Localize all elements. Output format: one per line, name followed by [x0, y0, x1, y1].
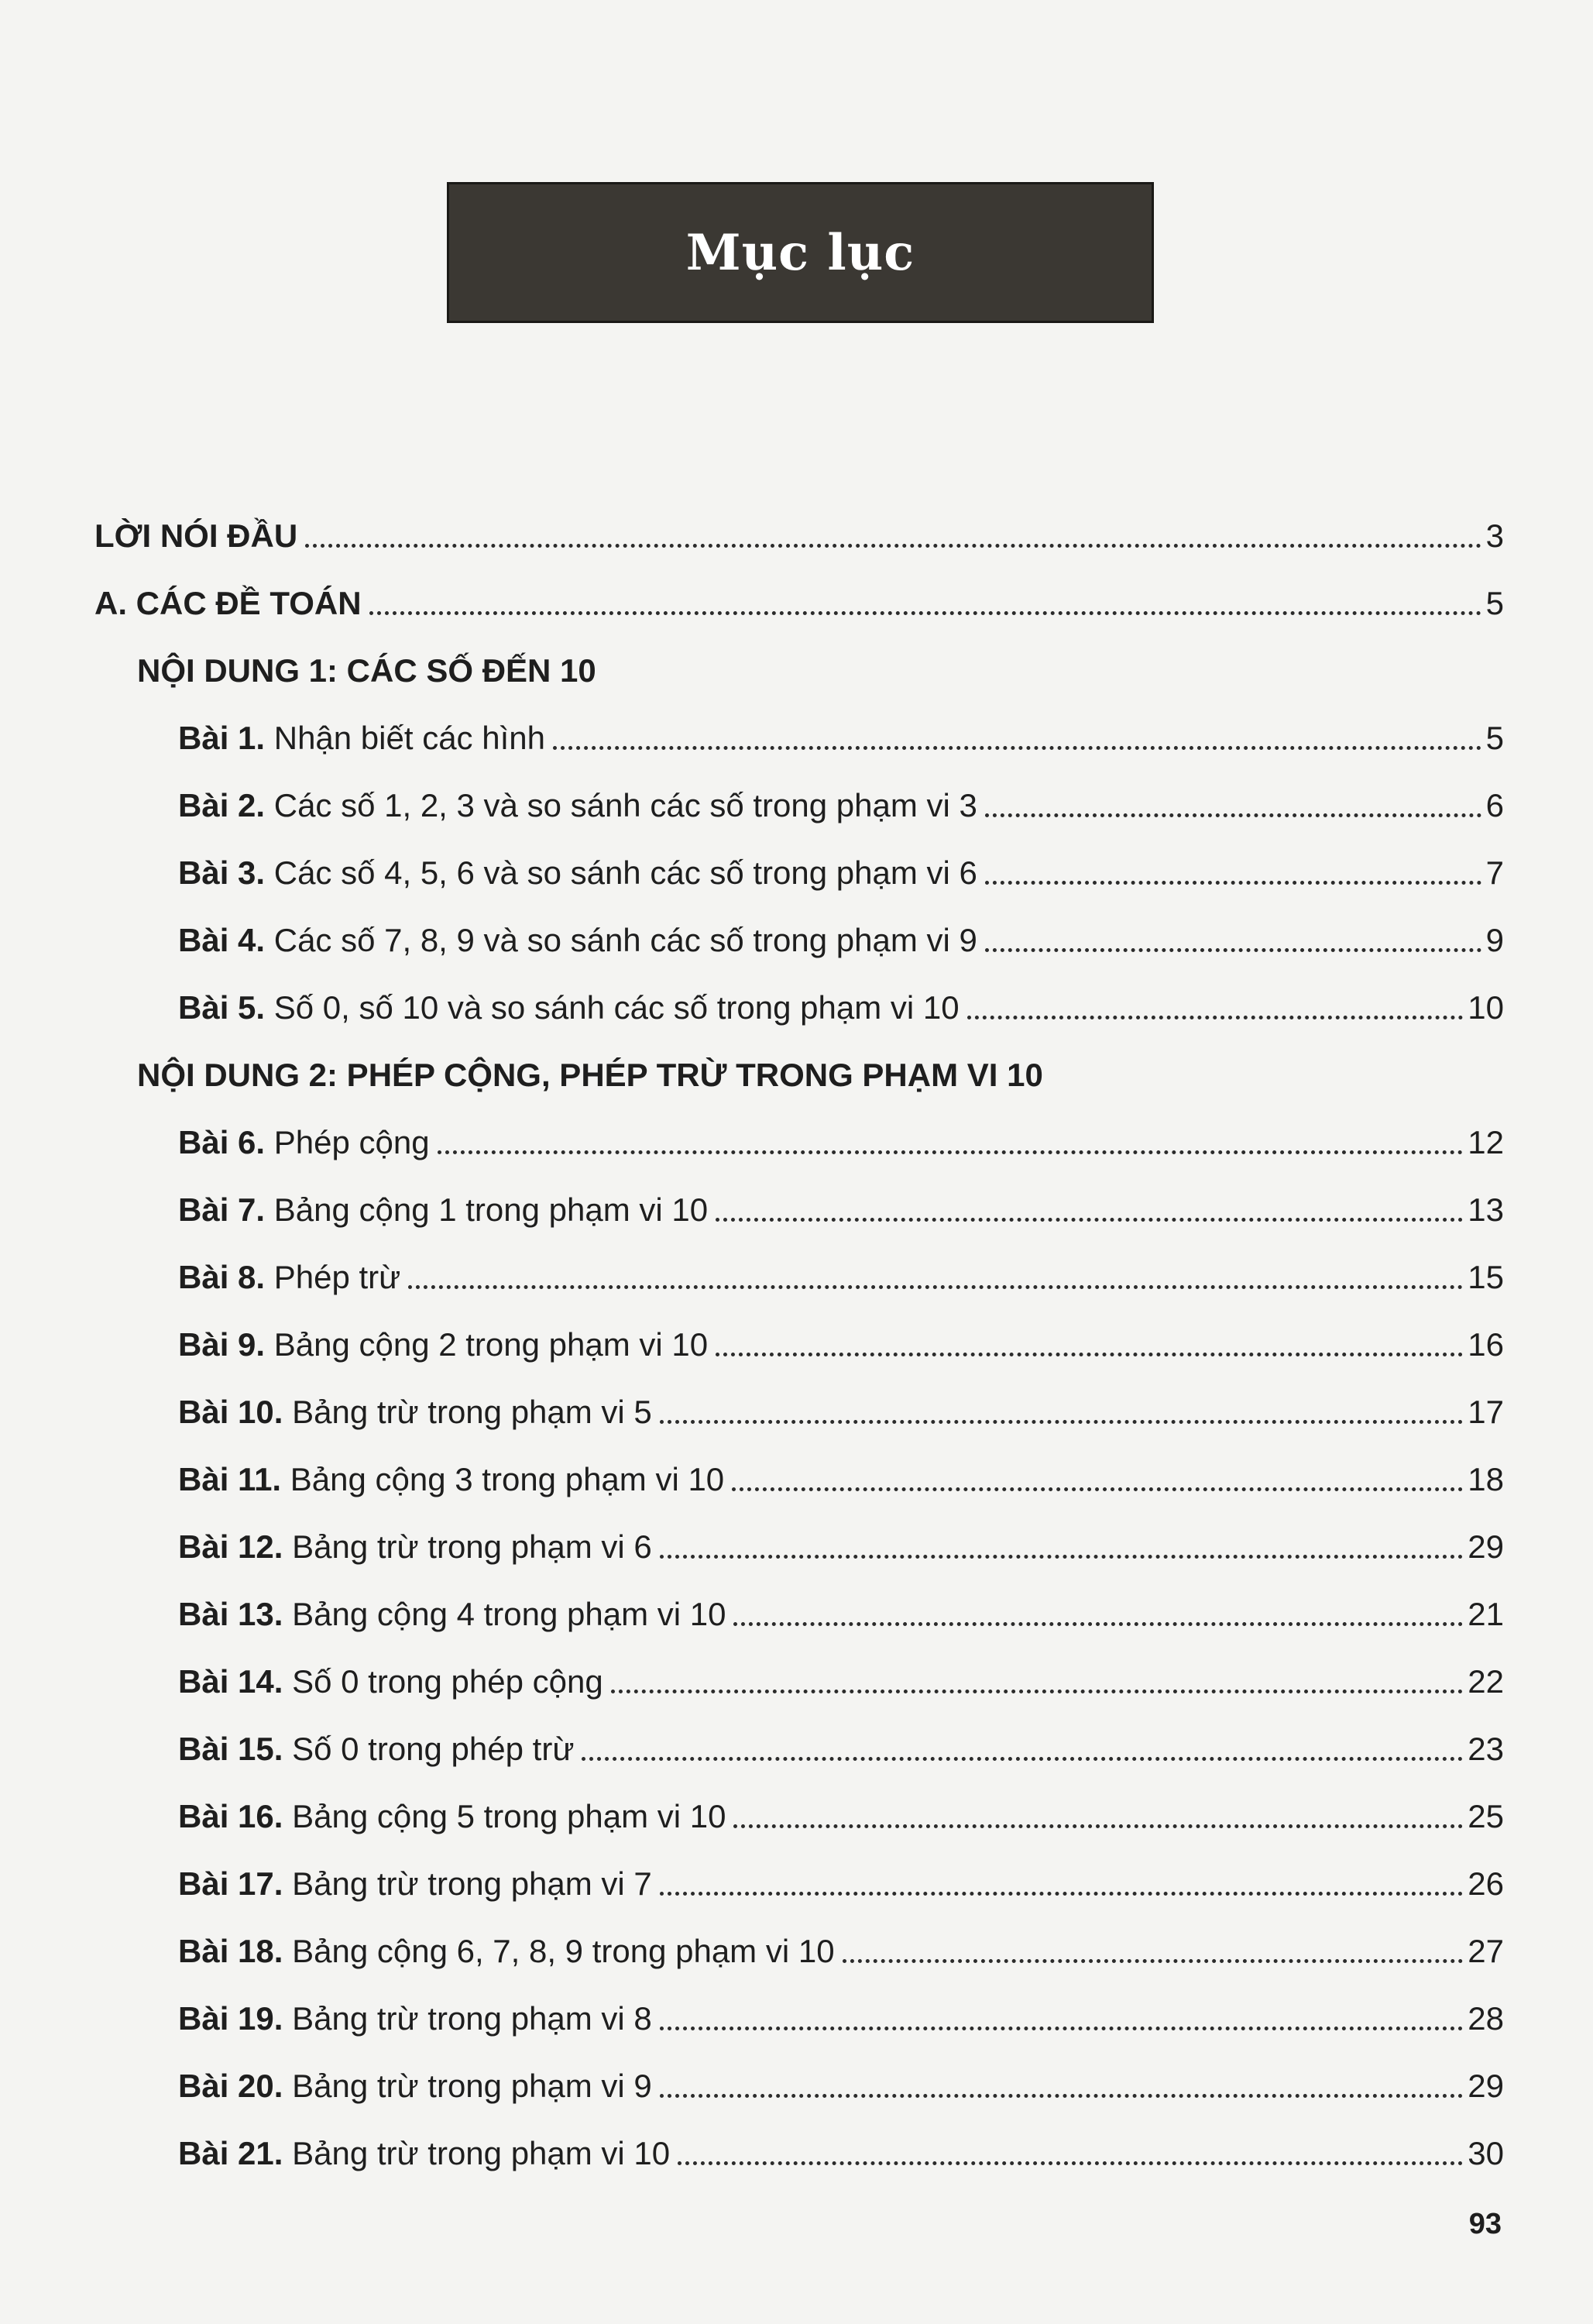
lesson-title: Phép cộng — [265, 1124, 430, 1160]
toc-lesson-entry[interactable] — [94, 1978, 1504, 2046]
toc-entry-label — [178, 1191, 709, 1228]
lesson-title: Bảng trừ trong phạm vi 5 — [283, 1394, 652, 1430]
lesson-title: Số 0 trong phép cộng — [283, 1663, 603, 1700]
toc-chapter-entry[interactable] — [94, 496, 1504, 563]
title-banner — [447, 182, 1154, 323]
lesson-number: Bài 10. — [178, 1394, 283, 1430]
dot-leader — [733, 1622, 1463, 1626]
toc-page-number: 28 — [1468, 2000, 1504, 2037]
toc-lesson-entry[interactable] — [94, 2113, 1504, 2181]
toc-entry-label — [178, 1733, 574, 1765]
dot-leader — [582, 1757, 1463, 1761]
toc-lesson-entry[interactable] — [94, 2046, 1504, 2113]
toc-entry-label — [178, 854, 977, 891]
lesson-title: Số 0, số 10 và so sánh các số trong phạm vi 10 — [265, 989, 960, 1026]
toc-page-number: 9 — [1485, 922, 1504, 958]
toc-page-number: 23 — [1468, 1731, 1504, 1767]
lesson-title: Bảng cộng 5 trong phạm vi 10 — [283, 1798, 726, 1834]
dot-leader — [843, 1959, 1464, 1963]
lesson-number: Bài 15. — [178, 1731, 283, 1767]
toc-lesson-entry[interactable] — [94, 1911, 1504, 1978]
toc-lesson-entry[interactable] — [94, 1439, 1504, 1507]
toc-page-number: 13 — [1468, 1191, 1504, 1228]
toc-lesson-entry[interactable] — [94, 1507, 1504, 1574]
lesson-number: Bài 12. — [178, 1528, 283, 1565]
toc-page-number: 5 — [1485, 585, 1504, 621]
toc-page-number: 22 — [1468, 1663, 1504, 1700]
lesson-number: Bài 11. — [178, 1461, 282, 1497]
toc-page-number: 17 — [1468, 1394, 1504, 1430]
lesson-title: Bảng trừ trong phạm vi 8 — [283, 2000, 652, 2037]
lesson-title: Phép trừ — [265, 1259, 401, 1295]
toc-lesson-entry[interactable] — [94, 1305, 1504, 1372]
toc-entry-label: NỘI DUNG 2: PHÉP CỘNG, PHÉP TRỪ TRONG PHẠM VI 10 — [137, 1057, 1043, 1093]
dot-leader — [305, 544, 1481, 548]
toc-entry-label — [178, 1463, 724, 1496]
lesson-title: Bảng cộng 6, 7, 8, 9 trong phạm vi 10 — [283, 1933, 835, 1969]
toc-chapter-entry[interactable] — [94, 563, 1504, 631]
lesson-number: Bài 18. — [178, 1933, 283, 1969]
lesson-title: Bảng cộng 4 trong phạm vi 10 — [283, 1596, 726, 1632]
dot-leader — [733, 1824, 1463, 1828]
toc-lesson-entry[interactable] — [94, 833, 1504, 900]
toc-lesson-entry[interactable] — [94, 765, 1504, 833]
lesson-title: Bảng trừ trong phạm vi 6 — [283, 1528, 652, 1565]
page-title: Mục lục — [685, 223, 915, 282]
toc-lesson-entry[interactable] — [94, 1102, 1504, 1170]
lesson-title: Bảng trừ trong phạm vi 7 — [283, 1865, 652, 1902]
toc-page-number: 10 — [1468, 989, 1504, 1026]
toc-page-number: 7 — [1485, 854, 1504, 891]
dot-leader — [678, 2161, 1463, 2165]
lesson-number: Bài 16. — [178, 1798, 283, 1834]
lesson-number: Bài 6. — [178, 1124, 266, 1160]
toc-entry-label — [178, 2070, 652, 2102]
toc-entry-label — [178, 1326, 709, 1363]
toc-page-number: 5 — [1485, 720, 1504, 756]
toc-entry-label — [178, 1598, 726, 1631]
toc-page-number: 30 — [1468, 2135, 1504, 2171]
toc-lesson-entry[interactable] — [94, 1776, 1504, 1844]
lesson-number: Bài 7. — [178, 1191, 266, 1228]
toc-entry-label — [178, 1396, 652, 1428]
toc-page-number: 16 — [1468, 1326, 1504, 1363]
lesson-number: Bài 17. — [178, 1865, 283, 1902]
lesson-title: Bảng cộng 3 trong phạm vi 10 — [281, 1461, 725, 1497]
lesson-title: Số 0 trong phép trừ — [283, 1731, 575, 1767]
toc-entry-label — [178, 2000, 652, 2037]
toc-page-number: 29 — [1468, 1528, 1504, 1565]
lesson-number: Bài 5. — [178, 989, 266, 1026]
toc-entry-label — [178, 1528, 652, 1565]
dot-leader — [438, 1150, 1464, 1154]
dot-leader — [716, 1353, 1463, 1356]
lesson-number: Bài 2. — [178, 787, 266, 823]
dot-leader — [611, 1690, 1464, 1693]
dot-leader — [660, 2027, 1464, 2030]
toc-entry-label — [178, 924, 977, 957]
dot-leader — [732, 1487, 1463, 1491]
toc-entry-label — [178, 1800, 726, 1833]
dot-leader — [985, 813, 1481, 817]
toc-entry-label — [178, 2137, 670, 2170]
dot-leader — [660, 2094, 1464, 2098]
toc-lesson-entry[interactable] — [94, 1237, 1504, 1305]
lesson-number: Bài 1. — [178, 720, 266, 756]
lesson-number: Bài 9. — [178, 1326, 266, 1363]
lesson-number: Bài 3. — [178, 854, 266, 891]
lesson-number: Bài 4. — [178, 922, 266, 958]
dot-leader — [660, 1420, 1464, 1424]
toc-page-number: 29 — [1468, 2068, 1504, 2104]
dot-leader — [967, 1016, 1464, 1019]
lesson-title: Nhận biết các hình — [265, 720, 545, 756]
toc-section-heading[interactable] — [94, 631, 1504, 698]
toc-entry-label — [178, 989, 960, 1026]
toc-page-number: 25 — [1468, 1798, 1504, 1834]
toc-page-number: 3 — [1485, 517, 1504, 554]
lesson-number: Bài 13. — [178, 1596, 283, 1632]
toc-page-number: 15 — [1468, 1259, 1504, 1295]
lesson-title: Các số 4, 5, 6 và so sánh các số trong phạm vi 6 — [265, 854, 977, 891]
toc-lesson-entry[interactable] — [94, 1574, 1504, 1642]
toc-lesson-entry[interactable] — [94, 900, 1504, 968]
toc-lesson-entry[interactable] — [94, 1844, 1504, 1911]
lesson-number: Bài 19. — [178, 2000, 283, 2037]
toc-entry-label — [178, 789, 977, 822]
dot-leader — [985, 881, 1481, 885]
toc-page-number: 6 — [1485, 787, 1504, 823]
dot-leader — [553, 746, 1481, 750]
toc-lesson-entry[interactable] — [94, 1642, 1504, 1709]
toc-entry-label — [178, 1261, 400, 1294]
toc-entry-label — [178, 722, 545, 755]
toc-section-heading[interactable] — [94, 1035, 1504, 1102]
dot-leader — [660, 1892, 1464, 1896]
lesson-title: Các số 7, 8, 9 và so sánh các số trong phạm vi 9 — [265, 922, 977, 958]
table-of-contents — [94, 496, 1504, 2181]
toc-lesson-entry[interactable] — [94, 1170, 1504, 1237]
toc-lesson-entry[interactable] — [94, 1709, 1504, 1776]
toc-page-number: 27 — [1468, 1933, 1504, 1969]
toc-lesson-entry[interactable] — [94, 968, 1504, 1035]
toc-page-number: 21 — [1468, 1596, 1504, 1632]
lesson-title: Bảng trừ trong phạm vi 10 — [283, 2135, 671, 2171]
page-number: 93 — [1468, 2208, 1502, 2240]
toc-page-number: 12 — [1468, 1124, 1504, 1160]
toc-entry-label: A. CÁC ĐỀ TOÁN — [94, 585, 362, 621]
dot-leader — [660, 1555, 1464, 1559]
toc-page-number: 18 — [1468, 1461, 1504, 1497]
toc-page-number: 26 — [1468, 1865, 1504, 1902]
toc-entry-label — [178, 1865, 652, 1902]
toc-entry-label: NỘI DUNG 1: CÁC SỐ ĐẾN 10 — [137, 652, 596, 689]
lesson-title: Bảng cộng 1 trong phạm vi 10 — [265, 1191, 709, 1228]
dot-leader — [408, 1285, 1463, 1289]
toc-entry-label — [178, 1935, 835, 1968]
lesson-number: Bài 20. — [178, 2068, 283, 2104]
toc-entry-label — [178, 1663, 603, 1700]
dot-leader — [369, 611, 1481, 615]
dot-leader — [985, 948, 1481, 952]
toc-entry-label: LỜI NÓI ĐẦU — [94, 517, 298, 554]
lesson-title: Bảng trừ trong phạm vi 9 — [283, 2068, 652, 2104]
lesson-title: Bảng cộng 2 trong phạm vi 10 — [265, 1326, 709, 1363]
lesson-number: Bài 8. — [178, 1259, 266, 1295]
toc-lesson-entry[interactable] — [94, 698, 1504, 765]
lesson-number: Bài 21. — [178, 2135, 283, 2171]
lesson-number: Bài 14. — [178, 1663, 283, 1700]
dot-leader — [716, 1218, 1463, 1222]
toc-entry-label — [178, 1126, 430, 1159]
toc-lesson-entry[interactable] — [94, 1372, 1504, 1439]
lesson-title: Các số 1, 2, 3 và so sánh các số trong phạm vi 3 — [265, 787, 977, 823]
